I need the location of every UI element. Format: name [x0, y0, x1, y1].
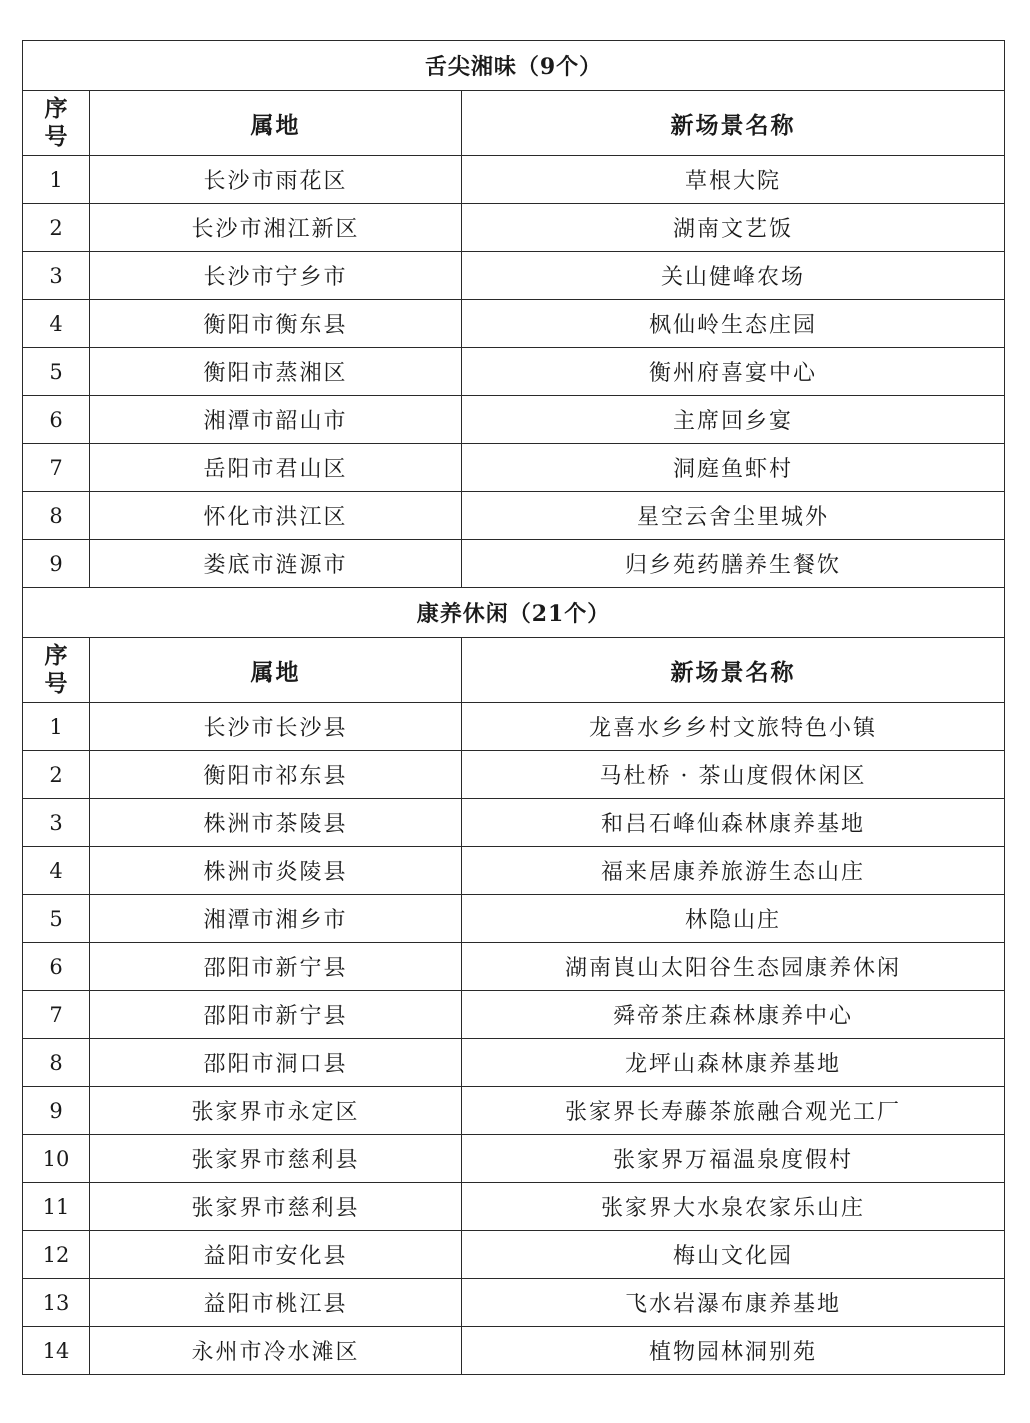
table-row — [23, 1183, 1005, 1231]
header-index-char: 序 — [44, 95, 68, 122]
row-location: 怀化市洪江区 — [90, 492, 462, 540]
row-scene-name: 福来居康养旅游生态山庄 — [462, 847, 1005, 895]
row-location: 岳阳市君山区 — [90, 444, 462, 492]
row-location: 衡阳市蒸湘区 — [90, 348, 462, 396]
row-index: 2 — [23, 751, 90, 799]
table-row — [23, 847, 1005, 895]
table-row — [23, 943, 1005, 991]
row-location: 湘潭市韶山市 — [90, 396, 462, 444]
table-row — [23, 252, 1005, 300]
row-location: 株洲市炎陵县 — [90, 847, 462, 895]
row-location: 株洲市茶陵县 — [90, 799, 462, 847]
table-row — [23, 348, 1005, 396]
table-row — [23, 1087, 1005, 1135]
row-index: 12 — [23, 1231, 90, 1279]
row-location: 长沙市长沙县 — [90, 703, 462, 751]
row-scene-name: 张家界长寿藤茶旅融合观光工厂 — [462, 1087, 1005, 1135]
row-index: 8 — [23, 492, 90, 540]
row-index: 3 — [23, 799, 90, 847]
table-row — [23, 991, 1005, 1039]
row-location: 永州市冷水滩区 — [90, 1327, 462, 1375]
table-row — [23, 799, 1005, 847]
table-row — [23, 1327, 1005, 1375]
table-row — [23, 492, 1005, 540]
row-scene-name: 归乡苑药膳养生餐饮 — [462, 540, 1005, 588]
row-index: 9 — [23, 1087, 90, 1135]
row-location: 张家界市永定区 — [90, 1087, 462, 1135]
header-index-char: 序 — [44, 642, 68, 669]
row-index: 5 — [23, 348, 90, 396]
row-scene-name: 林隐山庄 — [462, 895, 1005, 943]
header-location: 属地 — [90, 91, 462, 156]
row-scene-name: 关山健峰农场 — [462, 252, 1005, 300]
header-row — [23, 91, 1005, 156]
row-location: 张家界市慈利县 — [90, 1135, 462, 1183]
row-scene-name: 和吕石峰仙森林康养基地 — [462, 799, 1005, 847]
row-index: 10 — [23, 1135, 90, 1183]
row-scene-name: 星空云舍尘里城外 — [462, 492, 1005, 540]
row-index: 7 — [23, 991, 90, 1039]
table-row — [23, 300, 1005, 348]
table-row — [23, 1279, 1005, 1327]
table-row — [23, 444, 1005, 492]
section-title-row — [23, 588, 1005, 638]
row-location: 娄底市涟源市 — [90, 540, 462, 588]
row-scene-name: 湖南文艺饭 — [462, 204, 1005, 252]
row-scene-name: 湖南崀山太阳谷生态园康养休闲 — [462, 943, 1005, 991]
table-row — [23, 204, 1005, 252]
row-scene-name: 龙坪山森林康养基地 — [462, 1039, 1005, 1087]
header-scene-name: 新场景名称 — [462, 638, 1005, 703]
row-scene-name: 梅山文化园 — [462, 1231, 1005, 1279]
header-index — [23, 91, 90, 156]
table-row — [23, 703, 1005, 751]
row-scene-name: 枫仙岭生态庄园 — [462, 300, 1005, 348]
row-location: 衡阳市衡东县 — [90, 300, 462, 348]
row-index: 2 — [23, 204, 90, 252]
row-index: 5 — [23, 895, 90, 943]
scenes-table — [22, 40, 1005, 1375]
header-scene-name: 新场景名称 — [462, 91, 1005, 156]
table-row — [23, 156, 1005, 204]
row-scene-name: 草根大院 — [462, 156, 1005, 204]
row-location: 长沙市宁乡市 — [90, 252, 462, 300]
row-scene-name: 主席回乡宴 — [462, 396, 1005, 444]
row-index: 4 — [23, 847, 90, 895]
row-index: 1 — [23, 156, 90, 204]
row-location: 衡阳市祁东县 — [90, 751, 462, 799]
section-title-row — [23, 41, 1005, 91]
section-title: 康养休闲（21个） — [23, 588, 1005, 638]
row-index: 6 — [23, 396, 90, 444]
row-location: 长沙市湘江新区 — [90, 204, 462, 252]
header-location: 属地 — [90, 638, 462, 703]
row-location: 益阳市桃江县 — [90, 1279, 462, 1327]
row-scene-name: 植物园林洞别苑 — [462, 1327, 1005, 1375]
row-scene-name: 龙喜水乡乡村文旅特色小镇 — [462, 703, 1005, 751]
row-location: 张家界市慈利县 — [90, 1183, 462, 1231]
row-index: 4 — [23, 300, 90, 348]
row-location: 益阳市安化县 — [90, 1231, 462, 1279]
section-title: 舌尖湘味（9个） — [23, 41, 1005, 91]
table-row — [23, 396, 1005, 444]
header-row — [23, 638, 1005, 703]
table-row — [23, 895, 1005, 943]
row-scene-name: 马杜桥 · 茶山度假休闲区 — [462, 751, 1005, 799]
table-row — [23, 1039, 1005, 1087]
row-scene-name: 洞庭鱼虾村 — [462, 444, 1005, 492]
header-index-char: 号 — [44, 670, 68, 697]
row-index: 3 — [23, 252, 90, 300]
row-scene-name: 张家界万福温泉度假村 — [462, 1135, 1005, 1183]
row-index: 1 — [23, 703, 90, 751]
header-index-char: 号 — [44, 123, 68, 150]
row-scene-name: 张家界大水泉农家乐山庄 — [462, 1183, 1005, 1231]
table-row — [23, 751, 1005, 799]
table-row — [23, 540, 1005, 588]
row-location: 邵阳市新宁县 — [90, 943, 462, 991]
row-index: 11 — [23, 1183, 90, 1231]
row-index: 9 — [23, 540, 90, 588]
row-scene-name: 飞水岩瀑布康养基地 — [462, 1279, 1005, 1327]
table-body — [23, 41, 1005, 1375]
row-location: 湘潭市湘乡市 — [90, 895, 462, 943]
row-scene-name: 衡州府喜宴中心 — [462, 348, 1005, 396]
row-scene-name: 舜帝茶庄森林康养中心 — [462, 991, 1005, 1039]
row-index: 14 — [23, 1327, 90, 1375]
row-index: 13 — [23, 1279, 90, 1327]
header-index — [23, 638, 90, 703]
table-row — [23, 1231, 1005, 1279]
row-location: 邵阳市新宁县 — [90, 991, 462, 1039]
row-index: 6 — [23, 943, 90, 991]
row-location: 长沙市雨花区 — [90, 156, 462, 204]
row-location: 邵阳市洞口县 — [90, 1039, 462, 1087]
row-index: 8 — [23, 1039, 90, 1087]
table-row — [23, 1135, 1005, 1183]
row-index: 7 — [23, 444, 90, 492]
